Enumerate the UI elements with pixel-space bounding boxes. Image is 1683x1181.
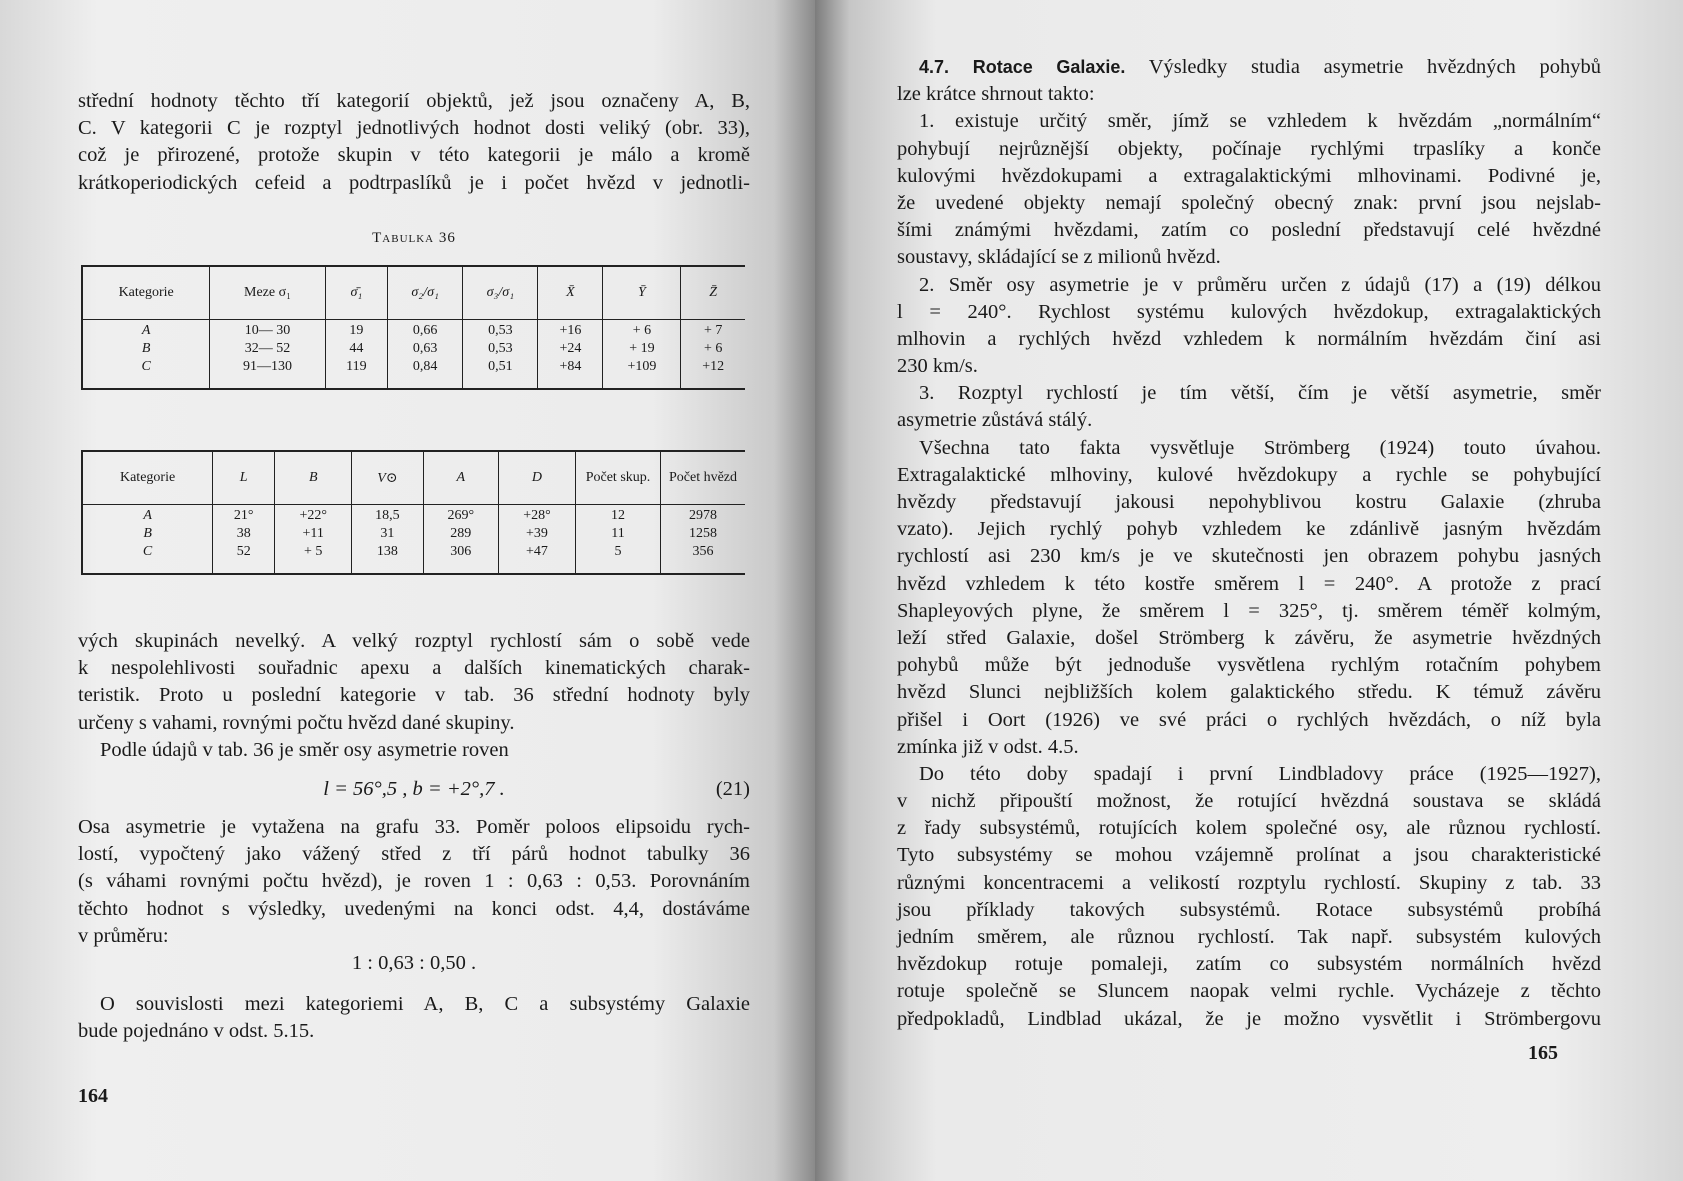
table-cell: 0,53 [488, 341, 513, 356]
table-cell: 32— 52 [244, 341, 291, 356]
left-page [0, 0, 815, 1181]
text-line: přišel i Oort (1926) ve své práci o rychlých hvězdách, o níž byla [897, 708, 1601, 731]
text-line: rychlostí asi 230 km/s je ve skutečnosti jen obrazem pohybu jasných [897, 545, 1601, 568]
table-cell: A [143, 508, 152, 523]
table-cell: +11 [302, 526, 324, 541]
table-cell: 12 [611, 508, 625, 523]
table-header: Meze σ₁ [210, 266, 325, 320]
text-line: těchto hodnot s výsledky, uvedenými na konci odst. 4,4, dostáváme [78, 897, 750, 920]
table-cell: 10— 30 [244, 323, 291, 338]
table-cell: +39 [526, 526, 548, 541]
table-cell: +28° [523, 508, 551, 523]
text-line: určeny s vahami, rovnými počtu hvězd dané skupiny. [78, 711, 515, 734]
table-header: A [423, 451, 498, 505]
table-row [82, 505, 745, 575]
section-title: Rotace Galaxie. [972, 57, 1126, 77]
table-cell: 269° [447, 508, 475, 523]
text-line: různými koncentracemi a velikostí rozptylu rychlostí. Skupiny z tab. 33 [897, 871, 1601, 894]
text-line: 3. Rozptyl rychlostí je tím větší, čím je větší asymetrie, směr [919, 382, 1601, 405]
text-line: asymetrie zůstává stálý. [897, 409, 1093, 432]
table-cell: 21° [233, 508, 254, 523]
table-row [82, 320, 745, 390]
text-line: pohybů může být jednoduše vysvětlena rychlým rotačním pohybem [897, 654, 1601, 677]
text-line: Do této doby spadají i první Lindbladovy práce (1925—1927), [919, 762, 1601, 785]
section-number: 4.7. [919, 57, 950, 77]
table-36-lower [81, 450, 745, 575]
table-cell: + 7 [704, 323, 723, 338]
page-number: 164 [78, 1085, 108, 1107]
table-cell: 0,53 [488, 323, 513, 338]
text-line: 1. existuje určitý směr, jímž se vzhledem k hvězdám „normálním“ [919, 110, 1601, 133]
text-line: v nichž připouští možnost, že rotující hvězdná soustava se skládá [897, 790, 1601, 813]
text-line: hvězdy představují jakousi nepohyblivou kostru Galaxie (zhruba [897, 491, 1601, 513]
text-line: šími známými hvězdami, zatím co poslední představují celé hvězdné [897, 219, 1601, 242]
text-line: vzato). Jejich rychlý pohyb vzhledem ke zdánlivě jasným hvězdám [897, 518, 1601, 541]
table-header: Kategorie [82, 451, 213, 505]
text-line: teristik. Proto u poslední kategorie v tab. 36 střední hodnoty byly [78, 684, 750, 707]
table-cell: 31 [380, 526, 395, 541]
table-cell: +109 [627, 359, 657, 374]
table-cell: 18,5 [375, 508, 400, 523]
text-line: soustavy, skládající se z milionů hvězd. [897, 246, 1221, 269]
table-cell: +16 [559, 323, 582, 338]
text-line: Shapleyových plyne, že směrem l = 325°, tj. směrem téměř kolmým, [897, 599, 1601, 622]
text-line: Osa asymetrie je vytažena na grafu 33. Poměr poloos elipsoidu rych- [78, 815, 750, 838]
text-line: pohybují nejrůznější objekty, počínaje rychlými trpaslíky a konče [897, 137, 1601, 160]
table-header: B [275, 451, 352, 505]
text-line: jsou příklady takových subsystémů. Rotace subsystémů probíhá [897, 898, 1601, 921]
text-line: C. V kategorii C je rozptyl jednotlivých hodnot dosti veliký (obr. 33), [78, 117, 750, 140]
table-cell: +47 [526, 544, 548, 559]
table-cell: 38 [236, 526, 251, 541]
table-cell: 52 [236, 544, 251, 559]
table-cell: 2978 [689, 508, 717, 523]
equation-number: (21) [715, 777, 750, 800]
text-line: hvězd Slunci nejbližších kolem galaktického středu. K témuž závěru [897, 681, 1601, 704]
table-cell: 1258 [689, 526, 717, 541]
table-header: L [213, 451, 275, 505]
table-cell: 91—130 [243, 359, 293, 374]
text-line: (s váhami rovnými počtu hvězd), je roven 1 : 0,63 : 0,53. Porovnáním [78, 870, 750, 893]
text-line: mlhovin a rychlých hvězd vzhledem k normálním hvězdám činí asi [897, 327, 1601, 350]
table-cell: 119 [346, 359, 367, 374]
table-cell: C [142, 544, 153, 559]
table-header: σ₃/σ₁ [463, 266, 538, 320]
text-line: krátkoperiodických cefeid a podtrpaslíků je i počet hvězd v jednotli- [78, 171, 750, 194]
table-header: σ̄₁ [325, 266, 387, 320]
table-cell: +84 [559, 359, 582, 374]
table-header: Počet skup. [576, 451, 661, 505]
table-cell: +24 [559, 341, 582, 356]
table-header: V⊙ [352, 451, 423, 505]
table-cell: C [141, 359, 151, 374]
table-cell: A [141, 323, 151, 338]
table-cell: +22° [299, 508, 327, 523]
table-cell: 19 [349, 323, 364, 338]
table-cell: 0,63 [412, 341, 438, 356]
table-cell: 0,84 [412, 359, 438, 374]
table-cell: 0,66 [412, 323, 438, 338]
table-36-upper [81, 265, 745, 390]
table-cell: + 19 [629, 341, 655, 356]
text-line: lostí, vypočtený jako vážený střed z tří párů hodnot tabulky 36 [78, 843, 750, 866]
text-line: vých skupinách nevelký. A velký rozptyl rychlostí sám o sobě vede [78, 630, 750, 652]
table-caption: Tabulka 36 [372, 230, 456, 246]
text-line: hvězdokup rotuje pomaleji, zatím co subsystém normálních hvězd [897, 953, 1601, 976]
table-cell: 289 [450, 526, 472, 541]
text-line: hvězd vzhledem k této kostře směrem l = 240°. A protože z prací [897, 572, 1601, 595]
table-header: D [498, 451, 575, 505]
text-line: v průměru: [78, 924, 169, 947]
text-line: l = 240°. Rychlost systému kulových hvězdokup, extragalaktických [897, 300, 1601, 323]
right-page [815, 0, 1683, 1181]
text-line: 230 km/s. [897, 355, 978, 378]
table-cell: + 5 [304, 544, 323, 559]
text-line: kulovými hvězdokupami a extragalaktickými mlhovinami. Podivné je, [897, 164, 1601, 187]
table-cell: 306 [450, 544, 472, 559]
text-line: střední hodnoty těchto tří kategorií objektů, jež jsou označeny A, B, [78, 90, 750, 112]
table-cell: 0,51 [488, 359, 513, 374]
left-body [78, 628, 750, 1045]
text-line: Podle údajů v tab. 36 je směr osy asymetrie roven [100, 738, 509, 761]
table-cell: B [143, 526, 152, 541]
table-header: Počet hvězd [661, 451, 746, 505]
table-cell: 138 [376, 544, 398, 559]
text-line: k nespolehlivosti souřadnic apexu a dalších kinematických charak- [78, 657, 750, 680]
table-header: Kategorie [82, 266, 210, 320]
text-line: předpokladů, Lindblad ukázal, že je možno vysvětlit i Strömbergovu [897, 1007, 1601, 1030]
text-line: lze krátce shrnout takto: [897, 83, 1095, 106]
text-line: rotuje společně se Sluncem naopak velmi rychle. Vycházeje z těchto [897, 980, 1601, 1003]
table-header: Z̄ [681, 266, 745, 320]
text-line: že uvedené objekty nemají společný obecný znak: první jsou nejslab- [897, 191, 1601, 214]
table-cell: + 6 [632, 323, 652, 338]
table-cell: + 6 [704, 341, 723, 356]
text-line: Extragalaktické mlhoviny, kulové hvězdokupy a rychle se pohybující [897, 463, 1601, 486]
table-header: Ȳ [603, 266, 681, 320]
left-top-paragraph [78, 88, 750, 197]
table-cell: +12 [702, 359, 725, 374]
equation-row [78, 772, 750, 806]
equation: l = 56°,5 , b = +2°,7 . [323, 777, 505, 800]
text-span: Výsledky studia asymetrie hvězdných pohybů [1148, 56, 1601, 78]
table-cell: 11 [611, 526, 625, 541]
table-header: σ₂/σ₁ [388, 266, 463, 320]
section-heading-line [897, 54, 1601, 81]
right-body [897, 54, 1601, 1033]
table-cell: 356 [692, 544, 714, 559]
table-cell: 44 [349, 341, 364, 356]
table-cell: B [141, 341, 151, 356]
page-number: 165 [1528, 1042, 1558, 1064]
text-line: 2. Směr osy asymetrie je v průměru určen z údajů (17) a (19) délkou [919, 273, 1601, 296]
ratio: 1 : 0,63 : 0,50 . [351, 951, 477, 974]
text-line: O souvislosti mezi kategoriemi A, B, C a subsystémy Galaxie [100, 993, 750, 1016]
text-line: jedním směrem, ale různou rychlostí. Tak např. subsystém kulových [897, 926, 1601, 948]
text-line: leží střed Galaxie, došel Strömberg k závěru, že asymetrie hvězdných [897, 626, 1601, 649]
text-line: Tyto subsystémy se mohou vzájemně prolínat a jsou charakteristické [897, 844, 1601, 867]
table-cell: 5 [614, 544, 622, 559]
text-line: což je přirozené, protože skupin v této kategorii je málo a kromě [78, 144, 750, 167]
text-line: Všechna tato fakta vysvětluje Strömberg (1924) touto úvahou. [919, 436, 1601, 459]
text-line: bude pojednáno v odst. 5.15. [78, 1020, 315, 1043]
text-line: z řady subsystémů, rotujících kolem společné osy, ale různou rychlostí. [897, 817, 1601, 840]
text-line: zmínka již v odst. 4.5. [897, 735, 1079, 758]
table-header: X̄ [538, 266, 603, 320]
